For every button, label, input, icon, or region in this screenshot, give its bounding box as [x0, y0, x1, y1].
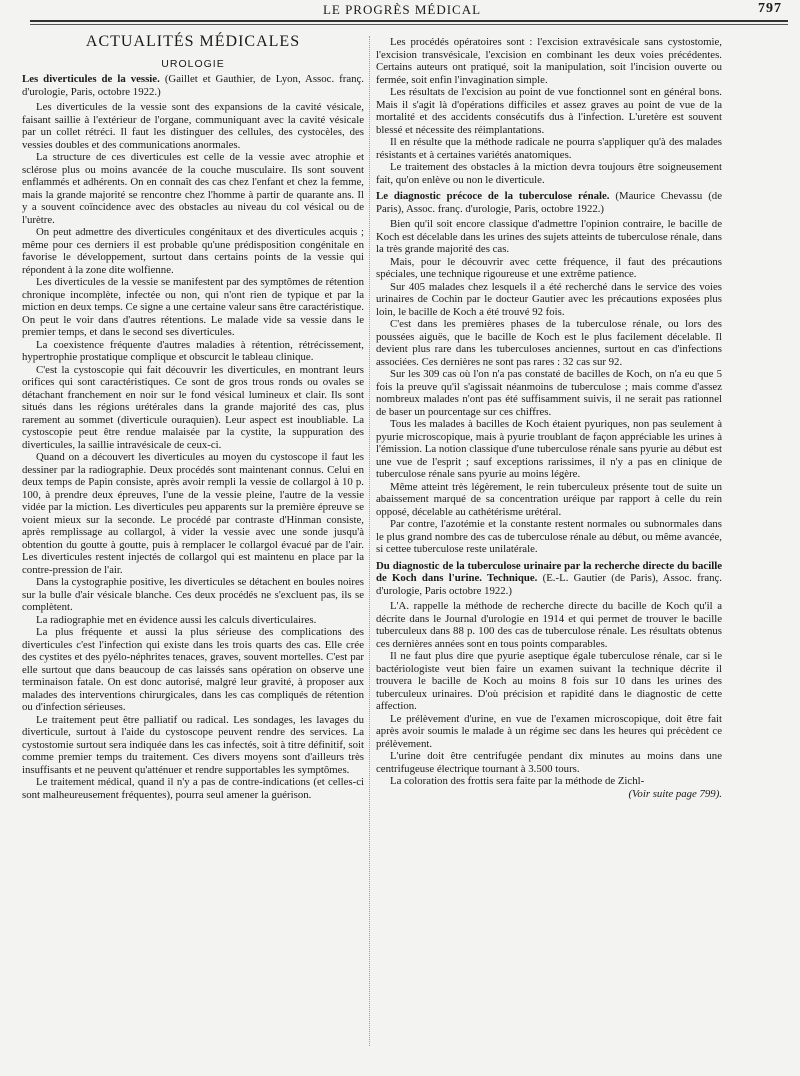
- paragraph: Quand on a découvert les diverticules au moyen du cystoscope il faut les dessiner par la radiographie. Deux procédés sont maintenant connus. Celui en deux temps de Papin consiste, après avoir rempli la vessie de collargol à 10 p. 100, à prendre deux épreuves, l'une de la vessie pleine, l'autre de la vessie vidée par la miction. Les diverticules peu apparents sur la première épreuve se voient mieux sur la seconde. Le procédé par contraste d'Hinman consiste, après remplissage au collargol, à vider la vessie avec une sonde jusqu'à obtention du goutte à goutte, puis à remplacer le collargol évacué par de l'air. Les diverticules restent injectés de collargol qui est maintenu en place par la contre-pression de l'air.: [22, 451, 364, 576]
- paragraph: Le traitement peut être palliatif ou radical. Les sondages, les lavages du diverticule, surtout à l'aide du cystoscope peuvent rendre des services. La cystostomie surtout sera indiquée dans les cas infectés, soit à titre définitif, soit comme premier temps du traitement. Ces divers moyens sont d'ailleurs très insuffisants et ne peuvent qu'atténuer et rendre supportables les symptômes.: [22, 713, 364, 776]
- continued-reference: (Voir suite page 799).: [628, 787, 722, 800]
- paragraph: Sur 405 malades chez lesquels il a été recherché dans le service des voies urinaires de Cochin par le docteur Gautier avec les précautions exposées plus loin, le bacille de Koch a été trouvé 92 fois.: [376, 280, 722, 318]
- paragraph: Mais, pour le découvrir avec cette fréquence, il faut des précautions spéciales, une technique rigoureuse et une extrême patience.: [376, 255, 722, 280]
- paragraph: Il en résulte que la méthode radicale ne pourra s'appliquer qu'à des malades résistants et à certaines variétés anatomiques.: [376, 136, 722, 161]
- paragraph: Le traitement des obstacles à la miction devra toujours être soigneusement fait, qu'on enlève ou non le diverticule.: [376, 161, 722, 186]
- paragraph: L'urine doit être centrifugée pendant dix minutes au moins dans une centrifugeuse électrique tournant à 3.500 tours.: [376, 750, 722, 775]
- running-head: [22, 2, 782, 18]
- paragraph: Même atteint très légèrement, le rein tuberculeux présente tout de suite un abaissement marqué de sa concentration uréique par rapport à celle du rein opposé, décelable au cathétérisme urétéral.: [376, 480, 722, 518]
- paragraph: Sur les 309 cas où l'on n'a pas constaté de bacilles de Koch, on n'a eu que 5 fois la preuve qu'il s'agissait néanmoins de tuberculose ; mais comme d'assez nombreux malades n'ont pas été suffisamment suivis, il ne serait pas rationnel de baser un pourcentage sur ces chiffres.: [376, 368, 722, 418]
- right-column: [376, 36, 722, 800]
- journal-title: LE PROGRÈS MÉDICAL: [322, 2, 482, 17]
- article-authors: (Maurice Chevassu (de Paris), Assoc. franç. d'urologie, Paris, octobre 1922.): [376, 190, 722, 215]
- article-title: Le diagnostic précoce de la tuberculose rénale.: [376, 190, 610, 202]
- paragraph: On peut admettre des diverticules congénitaux et des diverticules acquis ; même pour ces derniers il est probable qu'une prédisposition congénitale en favorise le développement, surtout dans certains points de la vessie qui répondent à la zone dite wolfienne.: [22, 226, 364, 276]
- header-rule: [30, 20, 788, 22]
- article-heading: [22, 73, 364, 98]
- paragraph: Il ne faut plus dire que pyurie aseptique égale tuberculose rénale, car si le bactériologiste veut bien faire un examen suivant la technique décrite il trouvera le bacille de Koch au moins 8 fois sur 10 dans les urines des tuberculeux urinaires. D'où précision et rapidité dans le diagnostic de cette affection.: [376, 650, 722, 712]
- paragraph: La plus fréquente et aussi la plus sérieuse des complications des diverticules c'est l'infection qui existe dans les trois quarts des cas. Elle crée des cystites et des pyélo-néphrites tenaces, graves, souvent mortelles. C'est par elle surtout que dans beaucoup de cas laissés sans opération on observe une terminaison fatale. On est donc autorisé, malgré leur gravité, à proposer aux malades des interventions chirurgicales, dans les cas compliqués de rétention ou d'infection sérieuses.: [22, 626, 364, 713]
- paragraph: Les procédés opératoires sont : l'excision extravésicale sans cystostomie, l'excision transvésicale, l'excision en combinant les deux voies précédentes. Certains auteurs ont pratiqué, soit la manipulation, soit l'incision ouverte ou fermée, soit enfin l'invagination simple.: [376, 36, 722, 86]
- paragraph: La coexistence fréquente d'autres maladies à rétention, rétrécissement, hypertrophie prostatique complique et obscurcit le tableau clinique.: [22, 338, 364, 363]
- paragraph: Par contre, l'azotémie et la constante restent normales ou subnormales dans le plus grand nombre des cas de tuberculose rénale au début, ou même avancée, si cettee tuberculose reste unilatérale.: [376, 518, 722, 555]
- column-divider: [369, 36, 370, 1046]
- article-title: Du diagnostic de la tuberculose urinaire par la recherche directe du bacille de Koch dans l'urine. Technique.: [376, 559, 722, 584]
- paragraph: La radiographie met en évidence aussi les calculs diverticulaires.: [36, 613, 317, 626]
- paragraph: La structure de ces diverticules est celle de la vessie avec atrophie et sclérose plus ou moins avancée de la couche musculaire. Ils sont souvent enflammés et adhérents. On en connaît des cas chez l'enfant et chez la femme, mais la grande majorité se rencontre chez l'homme à partir de quarante ans. Il y a souvent coïncidence avec des obstacles au niveau du col vésical ou de l'urètre.: [22, 151, 364, 226]
- article-heading: [376, 560, 722, 598]
- article-authors: (E.-L. Gautier (de Paris), Assoc. franç. d'urologie, Paris octobre 1922.): [376, 572, 722, 597]
- header-rule-thin: [30, 24, 788, 25]
- article-title: Les diverticules de la vessie.: [22, 73, 160, 85]
- section-title: ACTUALITÉS MÉDICALES: [85, 33, 301, 50]
- page-number: 797: [758, 1, 782, 16]
- paragraph: Dans la cystographie positive, les diverticules se détachent en boules noires sur la bulle d'air vésicale blanche. Ces deux procédés ne s'excluent pas, ils se complètent.: [22, 576, 364, 613]
- article-authors: (Gaillet et Gauthier, de Lyon, Assoc. franç. d'urologie, Paris, octobre 1922.): [22, 73, 364, 98]
- paragraph: Les diverticules de la vessie sont des expansions de la cavité vésicale, faisant saillie à l'extérieur de l'organe, communiquant avec la cavité vésicale par un collet rétréci. Il faut les distinguer des cellules, des cystocèles, des vessies doubles et des communications anormales.: [22, 101, 364, 151]
- paragraph: Le prélèvement d'urine, en vue de l'examen microscopique, doit être fait après avoir soumis le malade à un régime sec dans les heures qui précèdent ce prélèvement.: [376, 712, 722, 750]
- paragraph: Les diverticules de la vessie se manifestent par des symptômes de rétention chronique incomplète, infectée ou non, qui n'ont rien de typique et par la miction en deux temps. Ce signe a une certaine valeur sans être caractéristique. On peut le voir dans d'autres rétentions. Le malade vide sa vessie dans le premier temps, et dans le second ses diverticules.: [22, 276, 364, 338]
- paragraph: Le traitement médical, quand il n'y a pas de contre-indications (et celles-ci sont malheureusement fréquentes), pourra seul amener la guérison.: [22, 776, 364, 801]
- subsection-title: UROLOGIE: [161, 57, 225, 70]
- paragraph: Les résultats de l'excision au point de vue fonctionnel sont en général bons. Mais il s'agit là d'opérations difficiles et assez graves au point de vue de la mortalité et des accidents consécutifs dus à l'infection. L'uretère est souvent blessé et nécessite des réimplantations.: [376, 86, 722, 136]
- paragraph: Tous les malades à bacilles de Koch étaient pyuriques, non pas seulement à pyurie microscopique, mais à pyurie troublant de façon appréciable les urines à l'émission. La notion classique d'une tuberculose rénale sans pyurie au début est une vue de l'esprit ; sauf exceptions rarissimes, il n'y a pas en clinique de tuberculose rénale sans pyurie au moins légère.: [376, 418, 722, 480]
- paragraph: Bien qu'il soit encore classique d'admettre l'opinion contraire, le bacille de Koch est décelable dans les urines des sujets atteints de tuberculose rénale, dans la très grande majorité des cas.: [376, 218, 722, 255]
- paragraph: C'est dans les premières phases de la tuberculose rénale, ou lors des poussées aiguës, que le bacille de Koch est le plus facilement décelable. Il devient plus rare dans les tuberculoses anciennes, surtout en cas d'infections associées. Ces dernières ne sont pas rares : 32 cas sur 92.: [376, 318, 722, 368]
- article-heading: [376, 190, 722, 215]
- paragraph: L'A. rappelle la méthode de recherche directe du bacille de Koch qu'il a décrite dans le Journal d'urologie en 1914 et qui permet de trouver le bacille tuberculeux dans 88 p. 100 des cas de tuberculose rénale. Les résultats obtenus ces dernières années sont en tous points comparables.: [376, 600, 722, 650]
- left-column: [22, 33, 364, 801]
- paragraph: La coloration des frottis sera faite par la méthode de Zichl-: [390, 775, 645, 787]
- paragraph: C'est la cystoscopie qui fait découvrir les diverticules, en montrant leurs orifices qui sont caractéristiques. Ce sont de gros trous ronds ou ovales se détachant franchement en noir sur le fond vésical lumineux et clair. Ils sont situés dans les régions urétérales dans la grande majorité des cas, plus rarement au sommet (diverticule ouraquien). Leur aspect est inoubliable. La cystoscopie peut être rendue malaisée par la cystite, la suppuration des diverticules, la saillie intravésicale de ceux-ci.: [22, 363, 364, 451]
